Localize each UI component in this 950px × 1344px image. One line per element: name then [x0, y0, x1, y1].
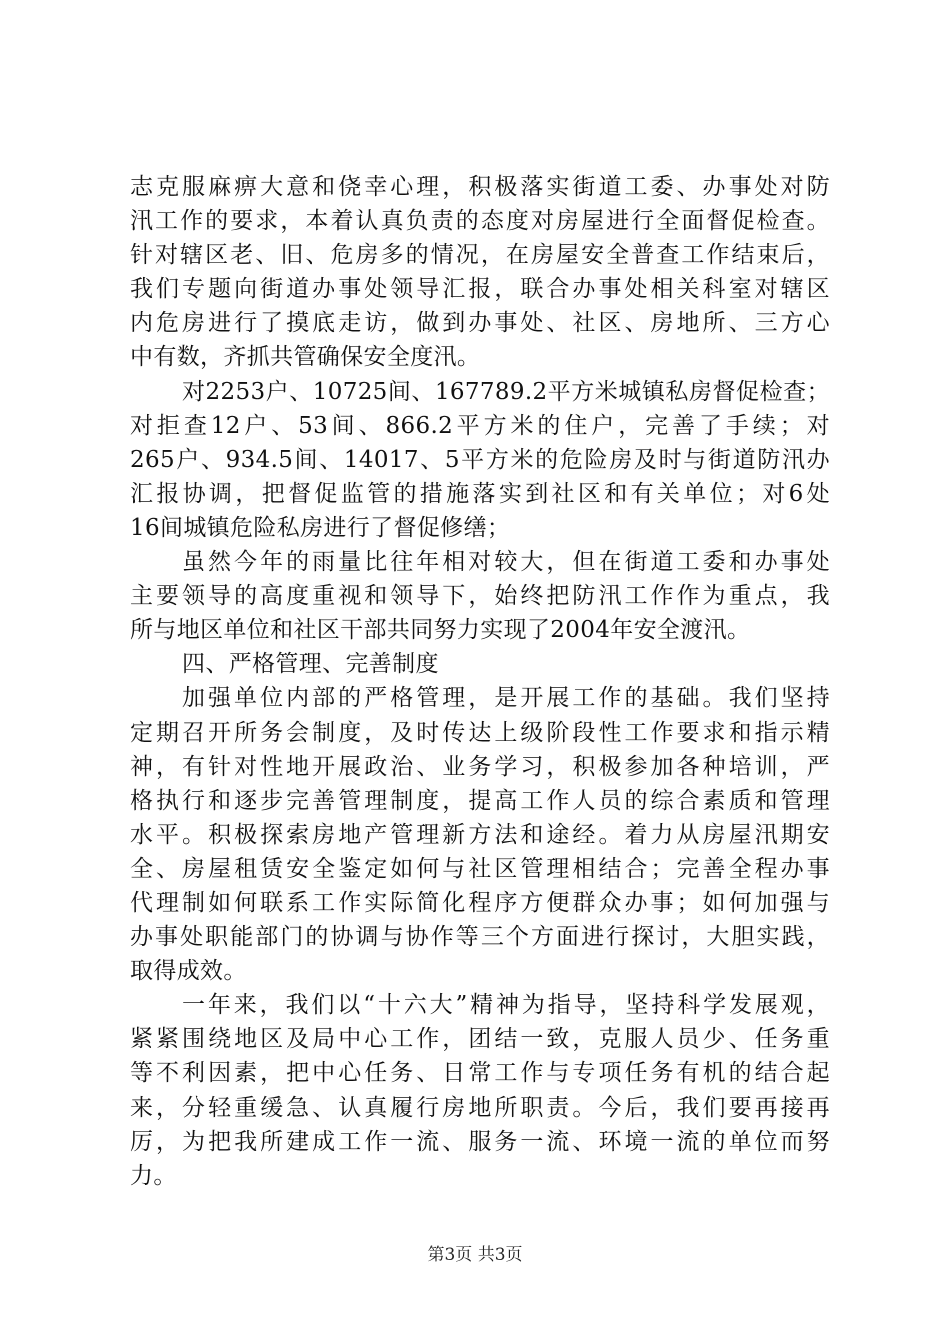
- text-line: 我们专题向街道办事处领导汇报，联合办事处相关科室对辖区: [130, 276, 830, 303]
- document-body: [130, 170, 830, 1193]
- text-line: 力。: [130, 1162, 177, 1189]
- page-number-label: 第3页 共3页: [427, 1245, 523, 1265]
- page-footer: [0, 1244, 950, 1266]
- text-line: 厉，为把我所建成工作一流、服务一流、环境一流的单位而努: [130, 1128, 830, 1155]
- text-line: 办事处职能部门的协调与协作等三个方面进行探讨，大胆实践，: [130, 924, 830, 951]
- text-line: 紧紧围绕地区及局中心工作，团结一致，克服人员少、任务重: [130, 1026, 830, 1053]
- text-line: 中有数，齐抓共管确保安全度汛。: [130, 344, 481, 371]
- text-line: 汛工作的要求，本着认真负责的态度对房屋进行全面督促检查。: [130, 208, 830, 235]
- text-line: 格执行和逐步完善管理制度，提高工作人员的综合素质和管理: [130, 787, 830, 814]
- text-line: 取得成效。: [130, 958, 247, 985]
- text-line: 神，有针对性地开展政治、业务学习，积极参加各种培训，严: [130, 753, 830, 780]
- text-line: 一年来，我们以“十六大”精神为指导，坚持科学发展观，: [182, 992, 830, 1019]
- text-line: 针对辖区老、旧、危房多的情况，在房屋安全普查工作结束后，: [130, 242, 830, 269]
- text-line: 全、房屋租赁安全鉴定如何与社区管理相结合；完善全程办事: [130, 855, 830, 882]
- text-line: 等不利因素，把中心任务、日常工作与专项任务有机的结合起: [130, 1060, 830, 1087]
- text-line: 主要领导的高度重视和领导下，始终把防汛工作作为重点，我: [130, 583, 830, 610]
- text-line: 虽然今年的雨量比往年相对较大，但在街道工委和办事处: [182, 549, 830, 576]
- section-heading: 四、严格管理、完善制度: [182, 651, 439, 678]
- text-line: 加强单位内部的严格管理，是开展工作的基础。我们坚持: [182, 685, 830, 712]
- text-line: 志克服麻痹大意和侥幸心理，积极落实街道工委、办事处对防: [130, 174, 830, 200]
- text-line: 265户、934.5间、14017、5平方米的危险房及时与街道防汛办: [130, 446, 830, 473]
- text-line: 水平。积极探索房地产管理新方法和途经。着力从房屋汛期安: [130, 821, 830, 848]
- text-line: 汇报协调，把督促监管的措施落实到社区和有关单位；对6处: [130, 480, 830, 507]
- text-line: 对拒查12户、53间、866.2平方米的住户，完善了手续；对: [130, 412, 830, 439]
- text-line: 内危房进行了摸底走访，做到办事处、社区、房地所、三方心: [130, 310, 830, 337]
- text-line: 定期召开所务会制度，及时传达上级阶段性工作要求和指示精: [130, 719, 830, 746]
- text-line: 16间城镇危险私房进行了督促修缮；: [130, 514, 511, 541]
- text-line: 代理制如何联系工作实际简化程序方便群众办事；如何加强与: [130, 889, 830, 916]
- text-line: 来，分轻重缓急、认真履行房地所职责。今后，我们要再接再: [130, 1094, 830, 1121]
- text-line: 对2253户、10725间、167789.2平方米城镇私房督促检查；: [182, 378, 830, 405]
- text-line: 所与地区单位和社区干部共同努力实现了2004年安全渡汛。: [130, 617, 751, 644]
